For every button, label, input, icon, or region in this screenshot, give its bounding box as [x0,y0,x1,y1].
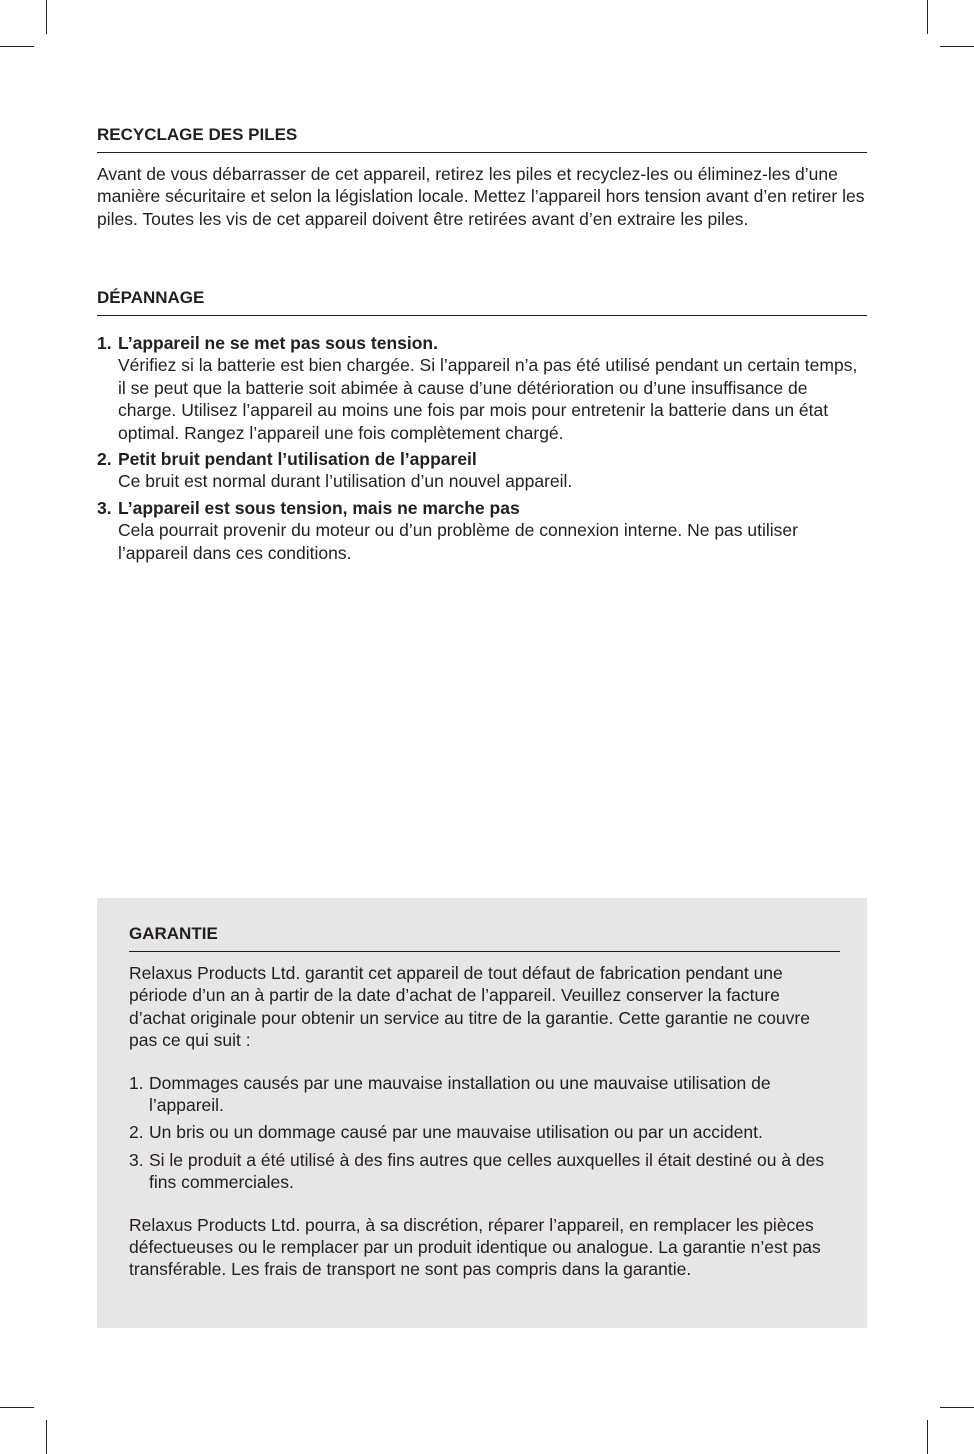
warranty-exclusion-text: Dommages causés par une mauvaise installation ou une mauvaise utilisation de l’appareil. [149,1072,771,1116]
warranty-exclusion-number: 3. [129,1149,144,1170]
troubleshooting-item-title: Petit bruit pendant l’utilisation de l’appareil [118,449,477,470]
warranty-exclusion-number: 1. [129,1072,144,1093]
warranty-exclusion-number: 2. [129,1122,144,1143]
crop-mark-bottom-right-vertical [927,1420,928,1454]
troubleshooting-item-description: Ce bruit est normal durant l’utilisation d’un nouvel appareil. [118,471,573,492]
recycling-text: Avant de vous débarrasser de cet appareil, retirez les piles et recyclez-les ou éliminez-les d’une manière sécuritaire et selon la législation locale. Mettez l’appareil hors tension avant d’en retirer les piles. Toutes les vis de cet appareil doivent être retirées avant d’en extraire les piles. [97,164,865,229]
crop-mark-top-left-horizontal [0,46,34,47]
troubleshooting-heading: DÉPANNAGE [97,288,867,316]
crop-mark-top-right-horizontal [940,46,974,47]
troubleshooting-item [97,332,867,444]
recycling-heading: RECYCLAGE DES PILES [97,125,867,153]
troubleshooting-item-description: Vérifiez si la batterie est bien chargée. Si l’appareil n’a pas été utilisé pendant un certain temps, il se peut que la batterie soit abimée à cause d’une détérioration ou d’une insuffisance de charge. Utilisez l’appareil au moins une fois par mois pour entretenir la batterie dans un état optimal. Rangez l’appareil une fois complètement chargé. [118,355,858,443]
crop-mark-bottom-left-horizontal [0,1407,34,1408]
troubleshooting-item-title: L’appareil est sous tension, mais ne marche pas [118,497,520,518]
warranty-content [129,924,840,1281]
warranty-intro: Relaxus Products Ltd. garantit cet appareil de tout défaut de fabrication pendant une période d’un an à partir de la date d’achat de l’appareil. Veuillez conserver la facture d’achat originale pour obtenir un service au titre de la garantie. Cette garantie ne couvre pas ce qui suit : [129,963,810,1051]
warranty-exclusion-text: Si le produit a été utilisé à des fins autres que celles auxquelles il était destiné ou à des fins commerciales. [149,1149,825,1193]
warranty-heading: GARANTIE [129,924,840,952]
warranty-box [97,898,867,1328]
troubleshooting-item-number: 3. [97,497,112,518]
troubleshooting-item-title: L’appareil ne se met pas sous tension. [118,333,438,353]
troubleshooting-list [97,332,867,564]
crop-mark-top-left-vertical [46,0,47,34]
warranty-exclusions-list [129,1072,840,1194]
recycling-section [97,125,867,230]
crop-mark-bottom-right-horizontal [940,1407,974,1408]
warranty-exclusion-text: Un bris ou un dommage causé par une mauvaise utilisation ou par un accident. [149,1122,763,1143]
troubleshooting-item [97,497,867,564]
warranty-exclusion-item [129,1072,840,1117]
warranty-exclusion-item [129,1149,840,1194]
crop-mark-bottom-left-vertical [46,1420,47,1454]
troubleshooting-item-number: 2. [97,449,112,470]
crop-mark-top-right-vertical [927,0,928,34]
troubleshooting-item-number: 1. [97,333,112,353]
troubleshooting-section [97,288,867,564]
troubleshooting-item [97,448,867,493]
warranty-exclusion-item [129,1121,840,1143]
troubleshooting-item-description: Cela pourrait provenir du moteur ou d’un problème de connexion interne. Ne pas utiliser l’appareil dans ces conditions. [118,520,798,563]
warranty-closing: Relaxus Products Ltd. pourra, à sa discrétion, réparer l’appareil, en remplacer les pièces défectueuses ou le remplacer par un produit identique ou analogue. La garantie n’est pas transférable. Les frais de transport ne sont pas compris dans la garantie. [129,1214,821,1280]
